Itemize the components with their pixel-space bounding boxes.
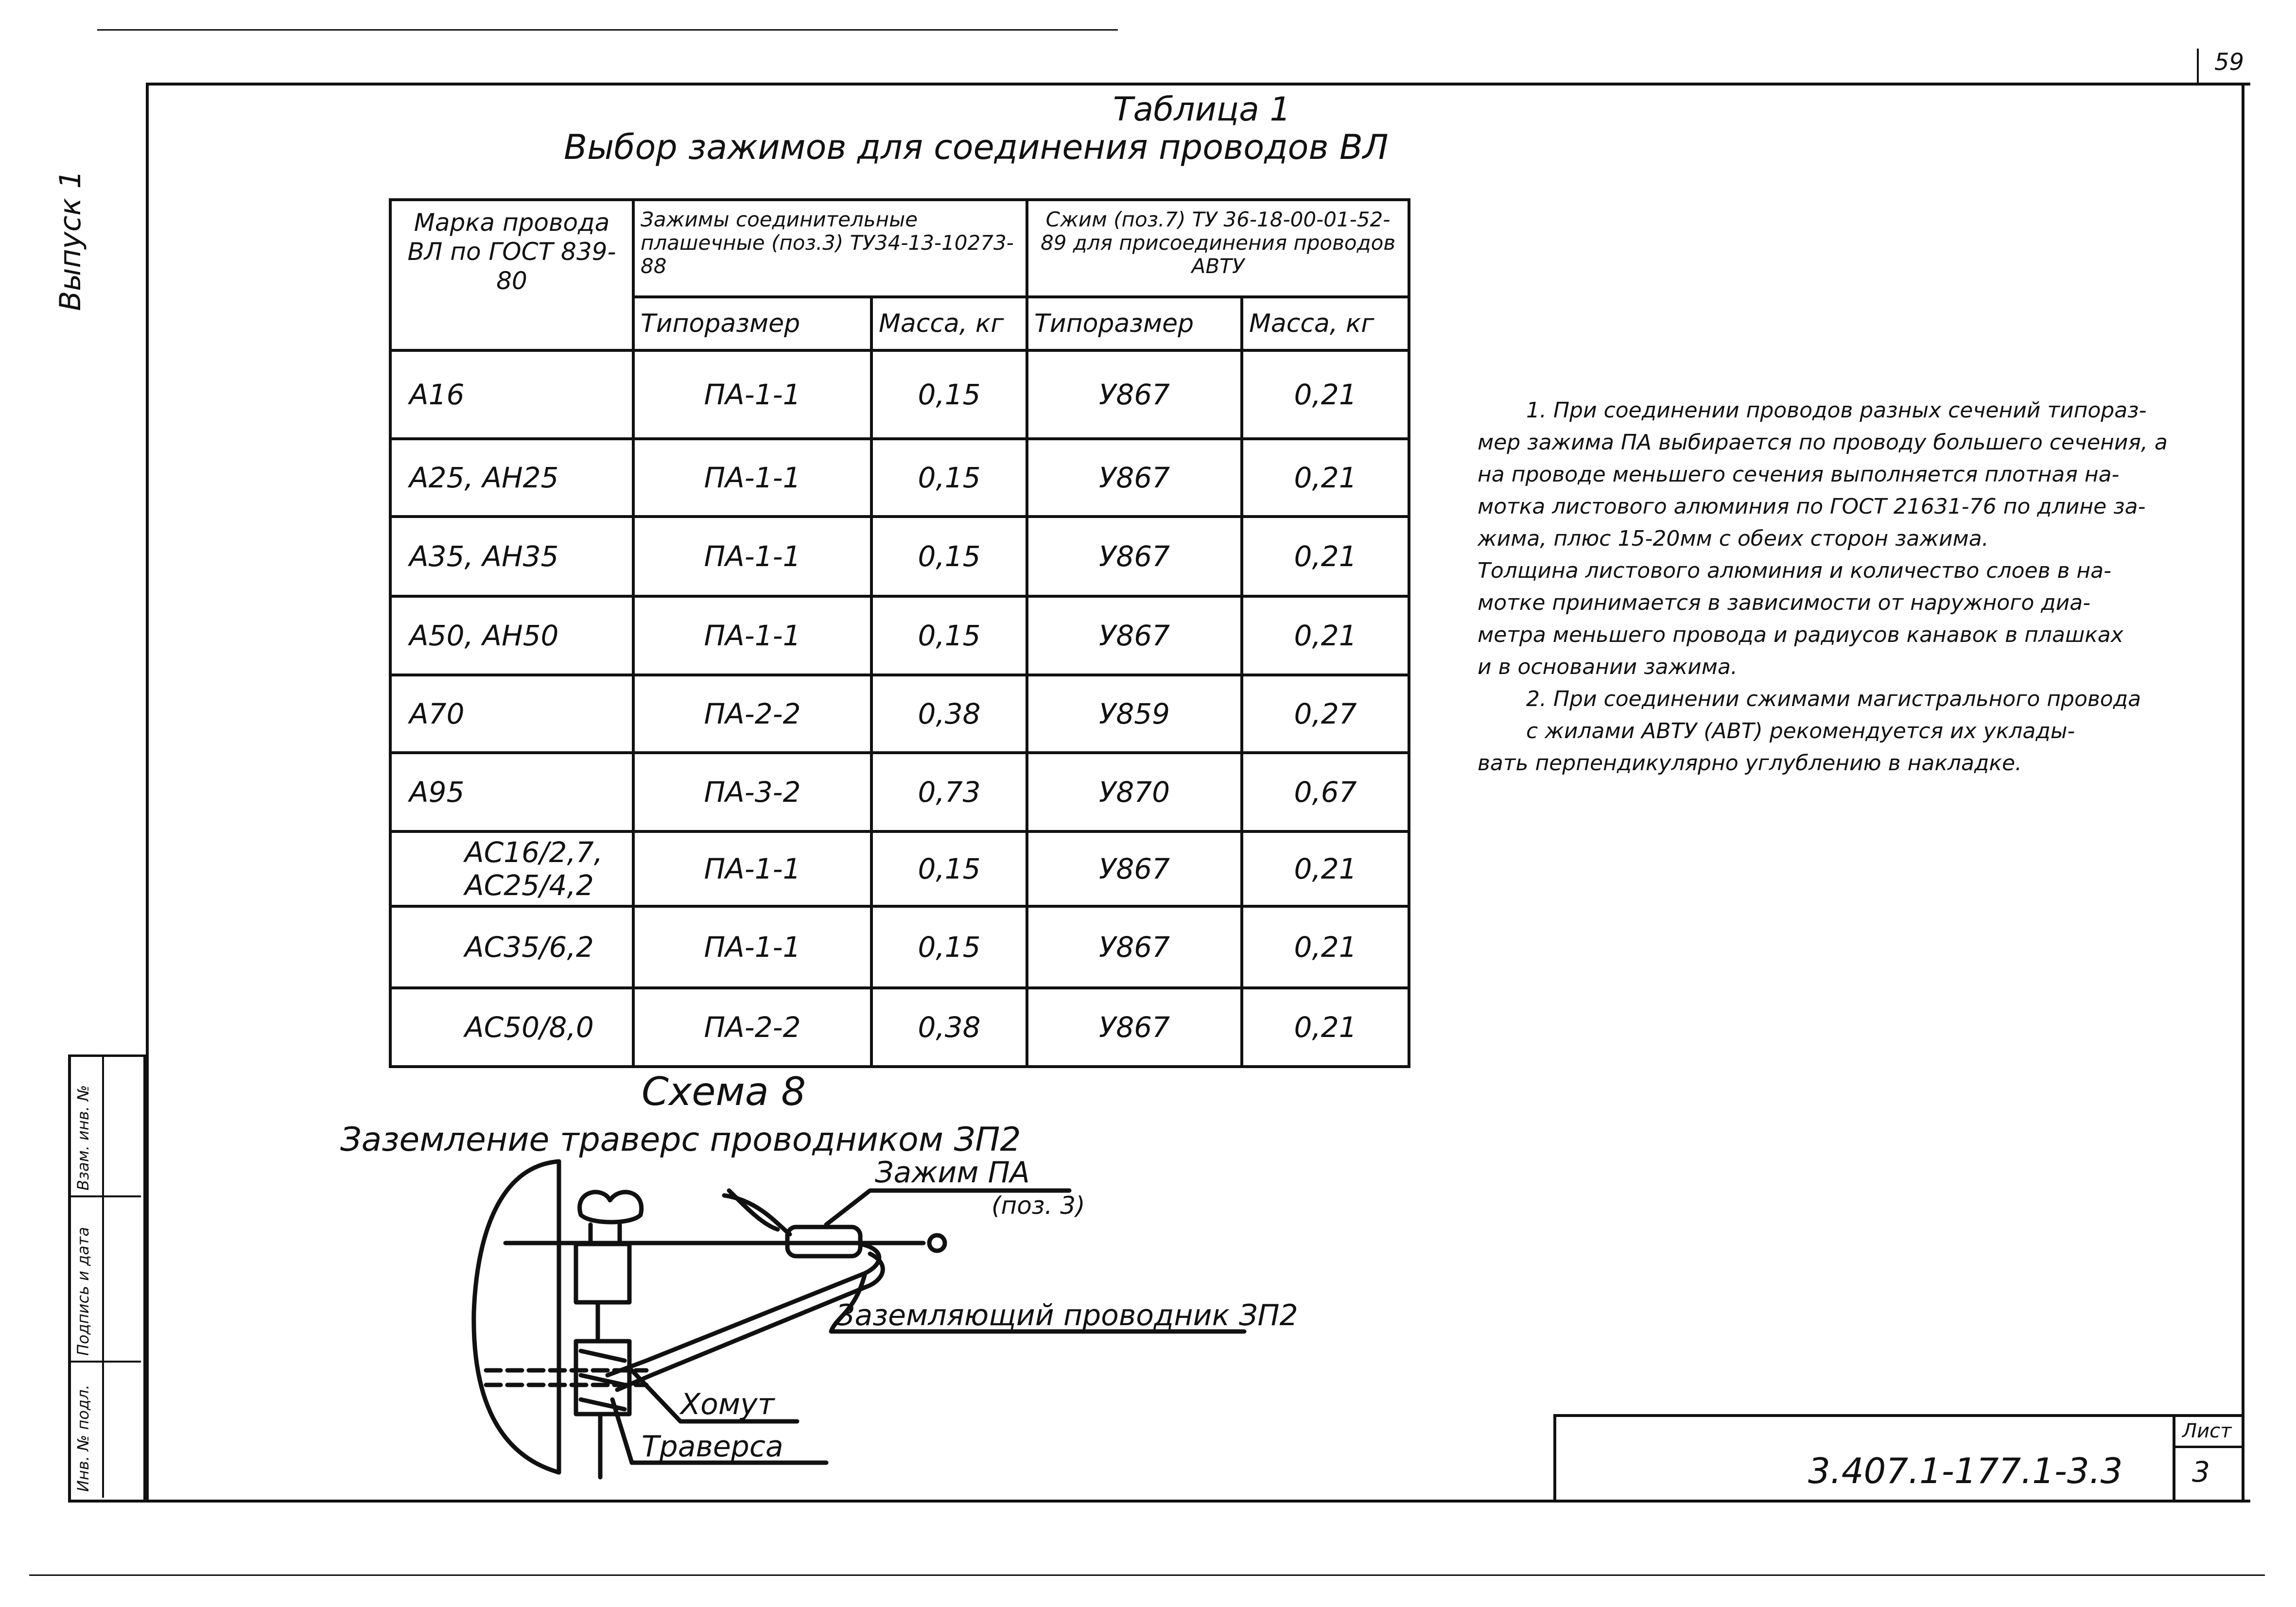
side-field-3: Взам. инв. № (74, 1085, 92, 1191)
clamp-wire-stub (729, 1191, 778, 1229)
cell-clamp-mass: 0,15 (871, 596, 1027, 675)
note-2-line: с жилами АВТУ (АВТ) рекомендуется их уклады- (1526, 719, 2075, 743)
frame-top (146, 83, 2250, 86)
header-clamps: Зажимы соединительные плашечные (поз.3) ТУ34-13-10273-88 (633, 200, 1027, 297)
cell-wire-mark: АС16/2,7, АС25/4,2 (390, 831, 633, 906)
cell-press-mass: 0,67 (1242, 753, 1409, 831)
cell-clamp-size: ПА-2-2 (633, 988, 871, 1067)
cell-clamp-size: ПА-1-1 (633, 831, 871, 906)
title-block-sheet-divider (2173, 1414, 2175, 1500)
note-2-line: вать перпендикулярно углублению в накладке. (1478, 751, 2022, 776)
cell-press-mass: 0,21 (1242, 906, 1409, 988)
cell-press-mass: 0,21 (1242, 831, 1409, 906)
note-1-line: мер зажима ПА выбирается по проводу большего сечения, а (1478, 430, 2168, 455)
label-collar: Хомут (680, 1387, 775, 1421)
side-stamp-row-1 (68, 1195, 141, 1197)
cell-clamp-mass: 0,15 (871, 517, 1027, 596)
cell-press-mass: 0,21 (1242, 350, 1409, 439)
header-size-1: Типоразмер (633, 297, 871, 350)
note-1-line: мотка листового алюминия по ГОСТ 21631-76 по длине за- (1478, 494, 2146, 519)
clamp-selection-table (389, 198, 1410, 1068)
cell-clamp-mass: 0,15 (871, 831, 1027, 906)
cell-clamp-mass: 0,15 (871, 350, 1027, 439)
cell-wire-mark: АС50/8,0 (390, 988, 633, 1067)
outer-top-edge (97, 29, 1118, 31)
cell-clamp-mass: 0,15 (871, 439, 1027, 517)
cell-wire-mark: А16 (390, 350, 633, 439)
cell-press-size: У867 (1027, 439, 1242, 517)
cell-clamp-mass: 0,15 (871, 906, 1027, 988)
header-mass-1: Масса, кг (871, 297, 1027, 350)
frame-left (146, 83, 149, 1502)
cell-clamp-mass: 0,38 (871, 988, 1027, 1067)
cell-clamp-size: ПА-1-1 (633, 350, 871, 439)
cell-clamp-mass: 0,73 (871, 753, 1027, 831)
header-wire-mark: Марка провода ВЛ по ГОСТ 839-80 (390, 200, 633, 350)
cell-wire-mark: АС35/6,2 (390, 906, 633, 988)
label-conductor: Заземляющий проводник ЗП2 (836, 1298, 1298, 1332)
page-number-box-edge (2197, 49, 2199, 83)
cell-press-mass: 0,21 (1242, 988, 1409, 1067)
scheme-title: Схема 8 (642, 1069, 806, 1114)
note-1-line: жима, плюс 15-20мм с обеих сторон зажима. (1478, 526, 1989, 551)
scheme-subtitle: Заземление траверс проводником ЗП2 (340, 1121, 1021, 1159)
cell-press-size: У859 (1027, 675, 1242, 753)
cell-wire-mark: А25, АН25 (390, 439, 633, 517)
cell-press-size: У867 (1027, 906, 1242, 988)
page-number: 59 (2214, 49, 2244, 76)
side-stamp-row-2 (68, 1361, 141, 1363)
header-press: Сжим (поз.7) ТУ 36-18-00-01-52-89 для присоединения проводов АВТУ (1027, 200, 1409, 297)
cell-clamp-size: ПА-3-2 (633, 753, 871, 831)
note-1-line: мотке принимается в зависимости от наружного диа- (1478, 590, 2091, 615)
cell-press-size: У867 (1027, 350, 1242, 439)
collar-hatch (581, 1351, 625, 1409)
cell-clamp-size: ПА-2-2 (633, 675, 871, 753)
table-row (390, 831, 1409, 906)
insulator-body (576, 1244, 629, 1302)
cell-clamp-mass: 0,38 (871, 675, 1027, 753)
table-body (390, 350, 1409, 1067)
table-row (390, 906, 1409, 988)
note-1-line: и в основании зажима. (1478, 655, 1738, 679)
table-row (390, 988, 1409, 1067)
sheet-bottom-edge (29, 1574, 2265, 1576)
table-title: Выбор зажимов для соединения проводов ВЛ (564, 127, 1389, 167)
table-row (390, 350, 1409, 439)
cell-press-size: У867 (1027, 988, 1242, 1067)
table-label: Таблица 1 (1113, 90, 1291, 129)
sheet-label: Лист (2182, 1420, 2232, 1442)
pole-outline (474, 1161, 559, 1472)
doc-code: 3.407.1-177.1-3.3 (1808, 1451, 2123, 1491)
traverse (486, 1370, 646, 1385)
cell-press-mass: 0,21 (1242, 596, 1409, 675)
cell-clamp-size: ПА-1-1 (633, 906, 871, 988)
note-2-line: 2. При соединении сжимами магистрального провода (1526, 687, 2141, 711)
cell-press-size: У867 (1027, 596, 1242, 675)
note-2 (1478, 683, 2236, 779)
collar (576, 1341, 629, 1414)
table-row (390, 439, 1409, 517)
table-row (390, 596, 1409, 675)
table-row (390, 753, 1409, 831)
note-1-line: 1. При соединении проводов разных сечений типораз- (1526, 398, 2147, 423)
note-1-line: метра меньшего провода и радиусов канавок в плашках (1478, 622, 2123, 647)
table-row (390, 675, 1409, 753)
side-stamp-divider (102, 1054, 104, 1498)
cell-press-mass: 0,27 (1242, 675, 1409, 753)
note-1-line: Толщина листового алюминия и количество слоев в на- (1478, 558, 2112, 583)
table-row (390, 517, 1409, 596)
note-1-line: на проводе меньшего сечения выполняется плотная на- (1478, 462, 2120, 487)
label-clamp: Зажим ПА (875, 1156, 1030, 1190)
cell-wire-mark: А50, АН50 (390, 596, 633, 675)
title-block-sheet-row (2173, 1446, 2242, 1448)
cell-press-size: У870 (1027, 753, 1242, 831)
cell-wire-mark: А35, АН35 (390, 517, 633, 596)
wire-end-marker (929, 1235, 945, 1251)
insulator-neck (591, 1225, 620, 1244)
sheet-number: 3 (2192, 1455, 2210, 1488)
cell-wire-mark: А70 (390, 675, 633, 753)
cell-clamp-size: ПА-1-1 (633, 596, 871, 675)
label-traverse: Траверса (642, 1430, 783, 1464)
note-1 (1478, 395, 2236, 683)
cell-clamp-size: ПА-1-1 (633, 517, 871, 596)
cell-wire-mark: А95 (390, 753, 633, 831)
clamp-tail (724, 1195, 790, 1234)
side-field-2: Подпись и дата (74, 1227, 92, 1356)
header-size-2: Типоразмер (1027, 297, 1242, 350)
side-label: Выпуск 1 (53, 170, 87, 311)
cell-press-size: У867 (1027, 517, 1242, 596)
side-field-1: Инв. № подл. (74, 1384, 92, 1492)
clamp-pa (787, 1227, 860, 1256)
insulator-cap (580, 1192, 642, 1222)
frame-right (2242, 83, 2244, 1502)
header-mass-2: Масса, кг (1242, 297, 1409, 350)
label-pos: (поз. 3) (991, 1192, 1085, 1220)
cell-press-size: У867 (1027, 831, 1242, 906)
cell-clamp-size: ПА-1-1 (633, 439, 871, 517)
cell-press-mass: 0,21 (1242, 439, 1409, 517)
cell-press-mass: 0,21 (1242, 517, 1409, 596)
